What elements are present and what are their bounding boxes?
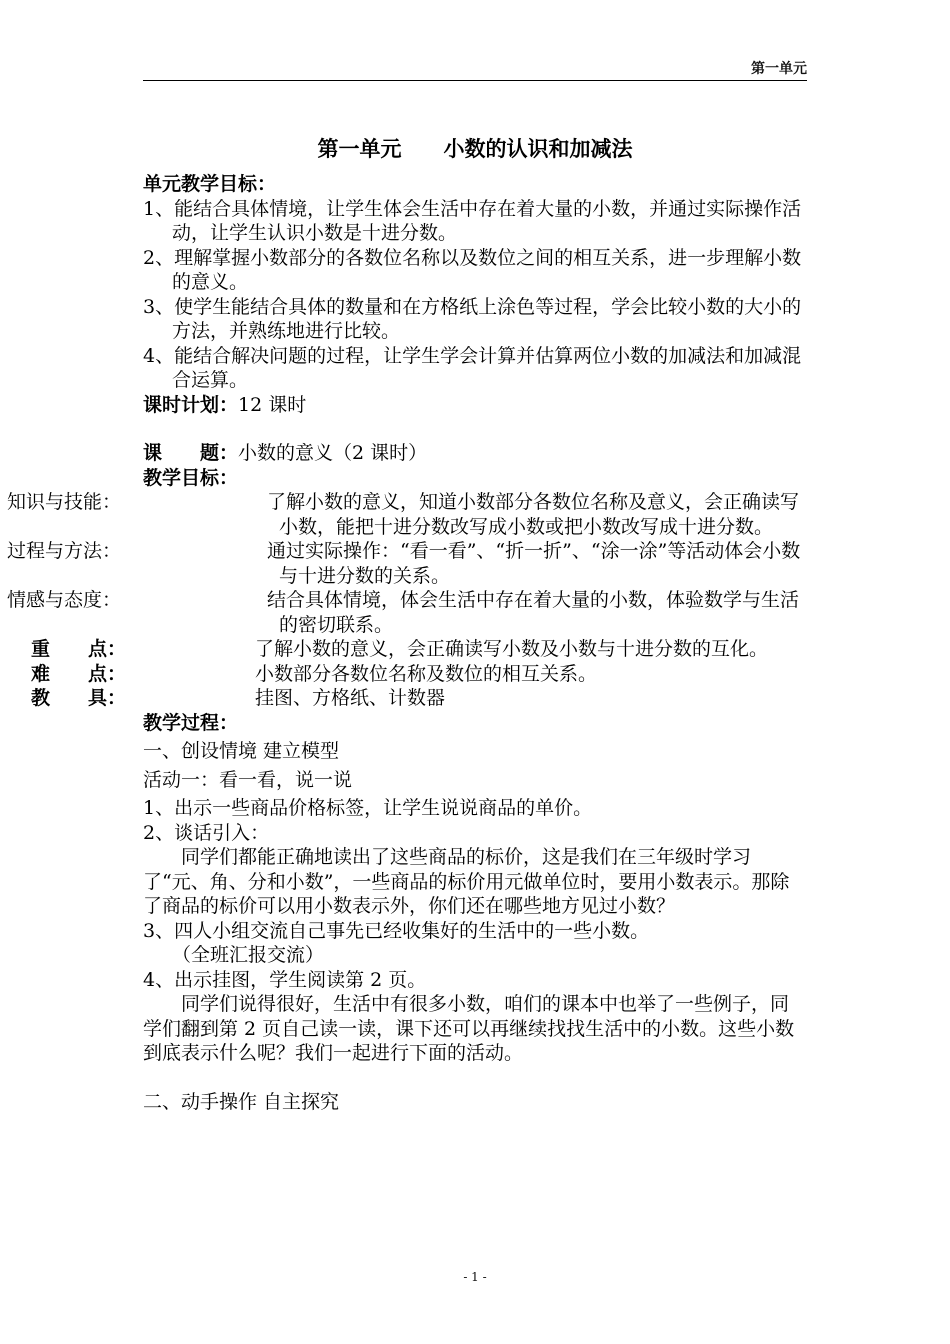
section-heading: 一、创设情境 建立模型 — [143, 740, 340, 762]
unit-goal-item: 3、使学生能结合具体的数量和在方格纸上涂色等过程，学会比较小数的大小的方法，并熟练地进行比较。 — [143, 295, 802, 342]
schedule-value: 12 课时 — [238, 393, 307, 416]
running-header: 第一单元 — [751, 61, 807, 77]
unit-goals-heading: 单元教学目标： — [143, 173, 277, 195]
tools-line — [31, 686, 807, 711]
knowledge-label: 知识与技能： — [7, 491, 122, 513]
topic-label: 课 题： — [143, 442, 239, 464]
spacer — [143, 1066, 807, 1090]
page-content — [7, 132, 807, 1114]
topic-value: 小数的意义（2 课时） — [238, 442, 428, 464]
schedule-line — [143, 393, 807, 418]
process-label: 过程与方法： — [7, 540, 122, 562]
page-title: 第一单元 小数的认识和加减法 — [317, 137, 633, 161]
process-goal — [7, 539, 807, 588]
unit-goal-item: 4、能结合解决问题的过程，让学生学会计算并估算两位小数的加减法和加减混合运算。 — [143, 344, 802, 391]
tools-value: 挂图、方格纸、计数器 — [255, 687, 446, 709]
header-rule — [143, 80, 807, 81]
difficulty-value: 小数部分各数位名称及数位的相互关系。 — [255, 662, 598, 685]
key-value: 了解小数的意义，会正确读写小数及小数与十进分数的互化。 — [255, 638, 769, 660]
step-item: 2、谈话引入： — [143, 821, 270, 844]
unit-goal-item: 2、理解掌握小数部分的各数位名称以及数位之间的相互关系，进一步理解小数的意义。 — [143, 246, 802, 293]
unit-goal-item: 1、能结合具体情境，让学生体会生活中存在着大量的小数，并通过实际操作活动，让学生认识小数是十进分数。 — [143, 197, 802, 244]
process-value: 通过实际操作：“看一看”、“折一折”、“涂一涂”等活动体会小数与十进分数的关系。 — [267, 540, 801, 587]
paragraph: 同学们说得很好，生活中有很多小数，咱们的课本中也举了一些例子，同学们翻到第 2 页自己读一读，课下还可以再继续找找生活中的小数。这些小数到底表示什么呢？我们一起进行下面的活动。 — [143, 993, 795, 1064]
emotion-value: 结合具体情境，体会生活中存在着大量的小数，体验数学与生活的密切联系。 — [267, 589, 800, 636]
step-item: 4、出示挂图，学生阅读第 2 页。 — [143, 968, 427, 991]
emotion-goal — [7, 588, 807, 637]
tools-label: 教 具： — [31, 687, 127, 709]
difficulty-point — [31, 662, 807, 687]
process-heading: 教学过程： — [143, 711, 239, 734]
lesson-goals-heading: 教学目标： — [143, 466, 239, 489]
key-point — [31, 637, 807, 662]
section-heading: 二、动手操作 自主探究 — [143, 1090, 340, 1113]
difficulty-label: 难 点： — [31, 662, 127, 685]
schedule-label: 课时计划： — [143, 393, 239, 416]
step-note: （全班汇报交流） — [172, 944, 325, 966]
emotion-label: 情感与态度： — [7, 589, 122, 611]
spacer — [143, 417, 807, 441]
key-label: 重 点： — [31, 638, 127, 660]
step-item: 1、出示一些商品价格标签，让学生说说商品的单价。 — [143, 797, 593, 819]
knowledge-value: 了解小数的意义，知道小数部分各数位名称及意义，会正确读写小数，能把十进分数改写成小数或把小数改写成十进分数。 — [267, 491, 800, 538]
page-number: - 1 - — [463, 1270, 487, 1284]
paragraph: 同学们都能正确地读出了这些商品的标价，这是我们在三年级时学习了“元、角、分和小数”，一些商品的标价用元做单位时，要用小数表示。那除了商品的标价可以用小数表示外，你们还在哪些地方见过小数？ — [143, 846, 790, 917]
step-item: 3、四人小组交流自己事先已经收集好的生活中的一些小数。 — [143, 919, 650, 942]
topic-line — [143, 441, 807, 466]
activity-line: 活动一：看一看，说一说 — [143, 768, 353, 791]
knowledge-goal — [7, 490, 807, 539]
